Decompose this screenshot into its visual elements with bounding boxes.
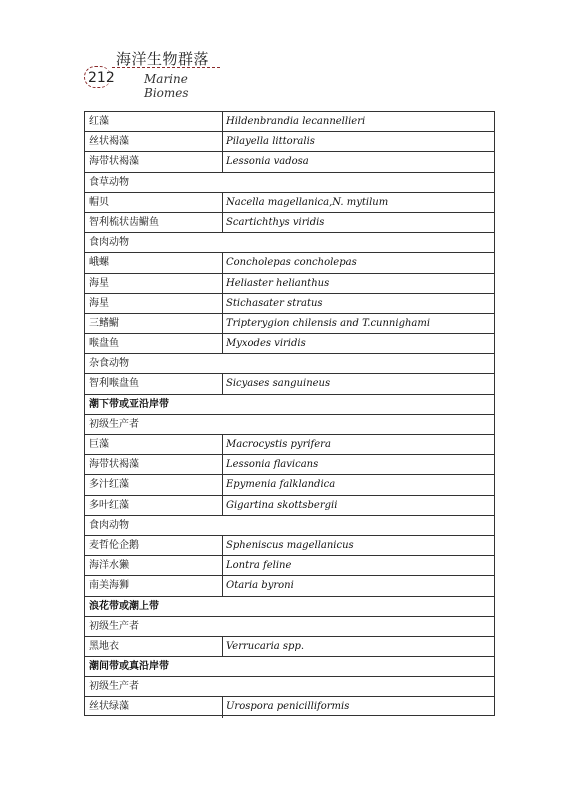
table-row <box>85 152 494 172</box>
scientific-name-cell: Tripterygion chilensis and T.cunnighami <box>226 317 431 329</box>
category-label: 初级生产者 <box>89 681 139 693</box>
table-row <box>85 213 494 233</box>
common-name-cell: 海星 <box>85 294 223 313</box>
species-table <box>84 111 495 716</box>
common-name-cell: 麦哲伦企鹅 <box>85 536 223 555</box>
category-row <box>85 354 494 374</box>
category-row <box>85 516 494 536</box>
common-name-cell: 智利梳状齿鳚鱼 <box>85 213 223 232</box>
zone-heading-row <box>85 657 494 677</box>
table-row <box>85 132 494 152</box>
scientific-name-cell: Otaria byroni <box>226 580 294 592</box>
zone-heading-row <box>85 395 494 415</box>
common-name-cell: 海星 <box>85 274 223 293</box>
table-row <box>85 556 494 576</box>
table-row <box>85 193 494 213</box>
scientific-name-cell: Verrucaria spp. <box>226 640 305 652</box>
common-name-cell: 丝状绿藻 <box>85 697 223 717</box>
scientific-name-cell: Scartichthys viridis <box>226 216 325 228</box>
category-label: 初级生产者 <box>89 418 139 430</box>
scientific-name-cell: Spheniscus magellanicus <box>226 539 354 551</box>
scientific-name-cell: Gigartina skottsbergii <box>226 499 338 511</box>
category-label: 食草动物 <box>89 176 129 188</box>
scientific-name-cell: Concholepas concholepas <box>226 257 357 269</box>
common-name-cell: 海洋水獭 <box>85 556 223 575</box>
common-name-cell: 巨藻 <box>85 435 223 454</box>
common-name-cell: 喉盘鱼 <box>85 334 223 353</box>
scientific-name-cell: Myxodes viridis <box>226 338 306 350</box>
category-label: 杂食动物 <box>89 358 129 370</box>
common-name-cell: 峨螺 <box>85 253 223 272</box>
zone-heading: 潮间带或真沿岸带 <box>89 661 169 673</box>
table-row <box>85 112 494 132</box>
category-row <box>85 233 494 253</box>
page-number: 212 <box>88 70 115 86</box>
scientific-name-cell: Hildenbrandia lecannellieri <box>226 116 366 127</box>
common-name-cell: 丝状褐藻 <box>85 132 223 151</box>
table-row <box>85 455 494 475</box>
table-row <box>85 334 494 354</box>
table-row <box>85 576 494 596</box>
common-name-cell: 三鳍鳚 <box>85 314 223 333</box>
scientific-name-cell: Lessonia flavicans <box>226 459 319 471</box>
scientific-name-cell: Sicyases sanguineus <box>226 378 331 390</box>
category-row <box>85 677 494 697</box>
book-subtitle: Marine Biomes <box>144 72 189 100</box>
zone-heading-row <box>85 597 494 617</box>
common-name-cell: 海带状褐藻 <box>85 455 223 474</box>
common-name-cell: 多叶红藻 <box>85 496 223 515</box>
category-label: 食肉动物 <box>89 519 129 531</box>
zone-heading: 潮下带或亚沿岸带 <box>89 398 169 410</box>
table-row <box>85 637 494 657</box>
common-name-cell: 帽贝 <box>85 193 223 212</box>
common-name-cell: 南美海狮 <box>85 576 223 595</box>
book-title: 海洋生物群落 <box>116 50 210 68</box>
table-row <box>85 294 494 314</box>
category-label: 初级生产者 <box>89 620 139 632</box>
scientific-name-cell: Epymenia falklandica <box>226 479 336 491</box>
table-row <box>85 253 494 273</box>
scientific-name-cell: Stichasater stratus <box>226 297 323 309</box>
table-row <box>85 536 494 556</box>
table-row <box>85 435 494 455</box>
table-row <box>85 475 494 495</box>
common-name-cell: 海带状褐藻 <box>85 152 223 171</box>
common-name-cell: 智利喉盘鱼 <box>85 374 223 393</box>
table-row <box>85 496 494 516</box>
scientific-name-cell: Nacella magellanica,N. mytilum <box>226 196 389 208</box>
page-header <box>88 48 228 100</box>
category-row <box>85 617 494 637</box>
common-name-cell: 多汁红藻 <box>85 475 223 494</box>
common-name-cell: 红藻 <box>85 112 223 131</box>
table-row <box>85 374 494 394</box>
common-name-cell: 黑地衣 <box>85 637 223 656</box>
scientific-name-cell: Lessonia vadosa <box>226 156 309 168</box>
scientific-name-cell: Lontra feline <box>226 560 292 572</box>
category-row <box>85 415 494 435</box>
zone-heading: 浪花带或潮上带 <box>89 600 159 612</box>
table-row <box>85 697 494 717</box>
category-label: 食肉动物 <box>89 237 129 249</box>
scientific-name-cell: Urospora penicilliformis <box>226 701 350 713</box>
scientific-name-cell: Macrocystis pyrifera <box>226 439 331 450</box>
scientific-name-cell: Pilayella littoralis <box>226 136 315 148</box>
table-row <box>85 314 494 334</box>
table-row <box>85 274 494 294</box>
category-row <box>85 173 494 193</box>
scientific-name-cell: Heliaster helianthus <box>226 277 330 289</box>
